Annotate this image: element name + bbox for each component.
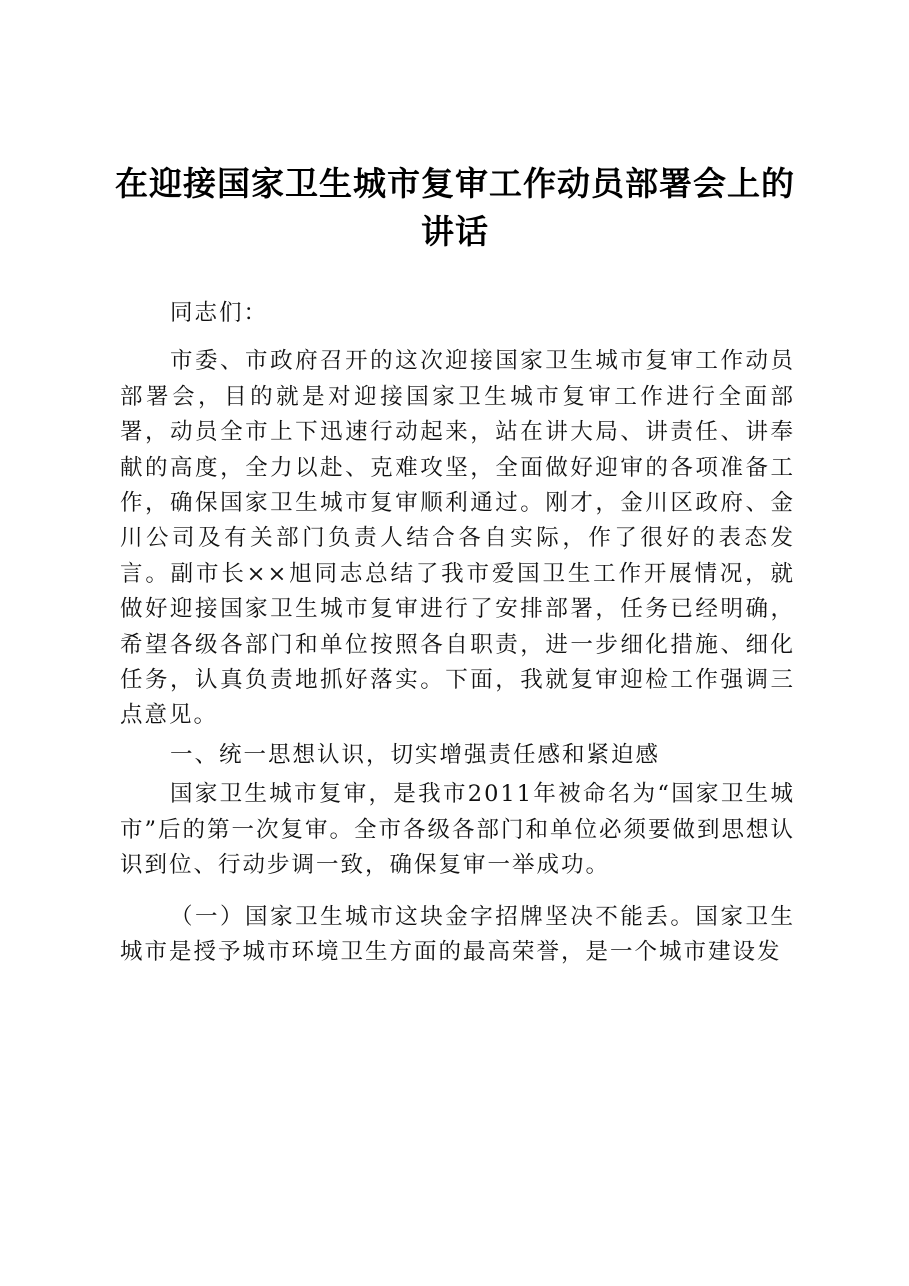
paragraph-subsection-1: （一）国家卫生城市这块金字招牌坚决不能丢。国家卫生城市是授予城市环境卫生方面的最高荣誉，是一个城市建设发 [120, 903, 795, 965]
paragraph-intro: 市委、市政府召开的这次迎接国家卫生城市复审工作动员部署会，目的就是对迎接国家卫生城市复审工作进行全面部署，动员全市上下迅速行动起来，站在讲大局、讲责任、讲奉献的高度，全力以赴、克难攻坚，全面做好迎审的各项准备工作，确保国家卫生城市复审顺利通过。刚才，金川区政府、金川公司及有关部门负责人结合各自实际，作了很好的表态发言。副市长××旭同志总结了我市爱国卫生工作开展情况，就做好迎接国家卫生城市复审进行了安排部署，任务已经明确，希望各级各部门和单位按照各自职责，进一步细化措施、细化任务，认真负责地抓好落实。下面，我就复审迎检工作强调三点意见。 [120, 348, 795, 729]
document-title: 在迎接国家卫生城市复审工作动员部署会上的讲话 [115, 164, 795, 251]
salutation: 同志们： [170, 300, 269, 326]
section-heading-1: 一、统一思想认识，切实增强责任感和紧迫感 [170, 741, 661, 768]
document-body [120, 296, 795, 970]
paragraph-section-1: 国家卫生城市复审，是我市2011年被命名为“国家卫生城市”后的第一次复审。全市各级各部门和单位必须要做到思想认识到位、行动步调一致，确保复审一举成功。 [120, 781, 796, 879]
